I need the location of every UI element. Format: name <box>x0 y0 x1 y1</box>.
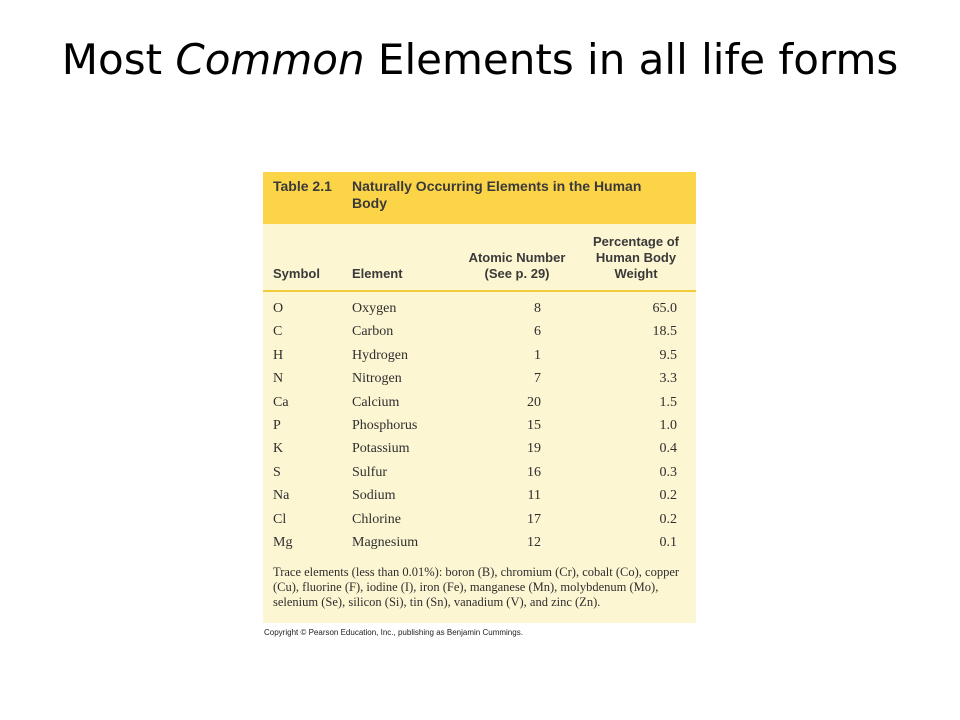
table-row <box>263 484 696 507</box>
title-text-part2: Elements in all life forms <box>364 35 899 84</box>
cell-symbol: Mg <box>273 534 293 550</box>
header-divider <box>263 290 696 292</box>
trace-elements-footnote: Trace elements (less than 0.01%): boron (B), chromium (Cr), cobalt (Co), copper (Cu), fluorine (F), iodine (I), iron (Fe), manganese (Mn), molybdenum (Mo), selenium (Se), silicon (Si), tin (Sn), vanadium (V), and zinc (Zn). <box>273 565 680 609</box>
cell-symbol: N <box>273 371 284 387</box>
title-text-emphasis: Common <box>175 35 365 84</box>
cell-atomic-number: 7 <box>534 371 541 387</box>
cell-symbol: Ca <box>273 394 289 410</box>
cell-atomic-number: 8 <box>534 301 541 316</box>
cell-percentage: 3.3 <box>659 371 677 387</box>
table-row <box>263 414 696 437</box>
cell-element: Sodium <box>352 488 396 504</box>
cell-element: Calcium <box>352 394 400 410</box>
table-row <box>263 508 696 531</box>
cell-element: Sulfur <box>352 464 387 480</box>
cell-atomic-number: 17 <box>527 511 541 527</box>
cell-percentage: 0.3 <box>659 464 677 480</box>
cell-percentage: 18.5 <box>652 324 677 340</box>
header-pct-line3: Weight <box>614 266 658 281</box>
table-header <box>263 224 696 290</box>
cell-percentage: 0.2 <box>659 488 677 504</box>
cell-symbol: C <box>273 324 283 340</box>
header-percentage <box>581 234 691 282</box>
header-atomic-line1: Atomic Number <box>468 250 566 265</box>
cell-atomic-number: 1 <box>534 347 541 363</box>
cell-atomic-number: 20 <box>527 394 541 410</box>
table-row <box>263 320 696 343</box>
cell-element: Nitrogen <box>352 371 402 387</box>
cell-element: Magnesium <box>352 534 419 550</box>
cell-element: Phosphorus <box>352 417 418 433</box>
cell-percentage: 0.2 <box>659 511 677 527</box>
slide-title <box>60 32 900 88</box>
table-row <box>263 531 696 554</box>
cell-percentage: 0.4 <box>659 441 677 457</box>
title-text-part1: Most <box>61 35 176 84</box>
cell-symbol: Na <box>273 488 290 504</box>
table-row <box>263 461 696 484</box>
cell-atomic-number: 19 <box>527 441 541 457</box>
cell-atomic-number: 12 <box>527 534 541 550</box>
table-row <box>263 344 696 367</box>
header-pct-line2: Human Body <box>595 250 677 265</box>
cell-element: Carbon <box>352 324 394 340</box>
table-row <box>263 297 696 320</box>
copyright-notice: Copyright © Pearson Education, Inc., publishing as Benjamin Cummings. <box>264 628 523 637</box>
cell-element: Chlorine <box>352 511 401 527</box>
table-body <box>263 297 696 554</box>
cell-percentage: 1.0 <box>659 417 677 433</box>
cell-symbol: P <box>273 417 281 433</box>
table-row <box>263 391 696 414</box>
table-row <box>263 437 696 460</box>
table-caption-text: Naturally Occurring Elements in the Human Body <box>352 178 642 211</box>
cell-symbol: K <box>273 441 284 457</box>
cell-percentage: 9.5 <box>659 347 677 363</box>
cell-atomic-number: 11 <box>527 488 541 504</box>
cell-percentage: 65.0 <box>652 301 677 316</box>
header-atomic-line2: (See p. 29) <box>484 266 550 281</box>
cell-atomic-number: 16 <box>527 464 541 480</box>
cell-symbol: Cl <box>273 511 287 527</box>
table-caption <box>263 172 696 224</box>
cell-atomic-number: 15 <box>527 417 541 433</box>
cell-percentage: 0.1 <box>659 534 677 550</box>
table-number: Table 2.1 <box>273 178 332 194</box>
elements-table <box>263 172 696 623</box>
table-row <box>263 367 696 390</box>
cell-element: Hydrogen <box>352 347 408 363</box>
cell-symbol: H <box>273 347 284 363</box>
cell-percentage: 1.5 <box>659 394 677 410</box>
cell-atomic-number: 6 <box>534 324 541 340</box>
cell-element: Oxygen <box>352 301 397 316</box>
header-atomic-number <box>443 250 591 282</box>
header-element: Element <box>352 266 403 281</box>
header-symbol: Symbol <box>273 266 320 281</box>
cell-symbol: O <box>273 301 284 316</box>
header-pct-line1: Percentage of <box>593 234 679 249</box>
cell-element: Potassium <box>352 441 410 457</box>
cell-symbol: S <box>273 464 281 480</box>
